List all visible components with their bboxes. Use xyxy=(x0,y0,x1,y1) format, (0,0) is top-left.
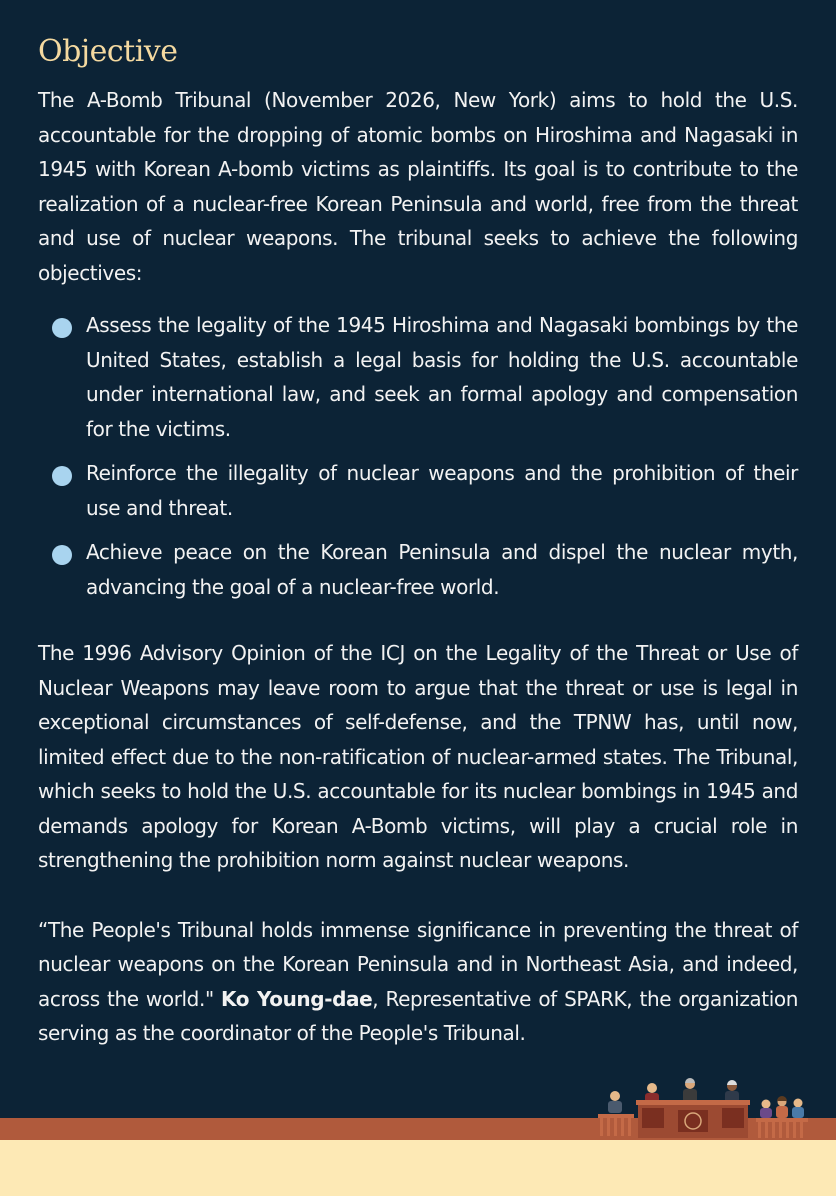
page-title: Objective xyxy=(38,34,178,69)
bullet-icon xyxy=(52,545,72,565)
intro-paragraph: The A-Bomb Tribunal (November 2026, New York) aims to hold the U.S. accountable for the dropping of atomic bombs on Hiroshima and Nagasaki in 1945 with Korean A-bomb victims as plaintiffs. Its goal is to contribute to the realization of a nuclear-free Korean Peninsula and world, free from the threat and use of nuclear weapons. The tribunal seeks to achieve the following objectives: xyxy=(38,88,798,285)
objectives-list xyxy=(38,308,798,604)
quote-author: Ko Young-dae xyxy=(221,986,373,1011)
objective-text: Reinforce the illegality of nuclear weapons and the prohibition of their use and threat. xyxy=(86,461,798,520)
objective-text: Assess the legality of the 1945 Hiroshima and Nagasaki bombings by the United States, establish a legal basis for holding the U.S. accountable under international law, and seek an formal apology and compensation for the victims. xyxy=(86,313,798,441)
bullet-icon xyxy=(52,318,72,338)
list-item xyxy=(38,308,798,446)
list-item xyxy=(38,535,798,604)
quote-attribution: , Representative of SPARK, the organization serving as the coordinator of the People's Tribunal. xyxy=(38,986,798,1045)
footer-band xyxy=(0,1140,836,1196)
bullet-icon xyxy=(52,466,72,486)
quote-paragraph xyxy=(38,913,798,1051)
list-item xyxy=(38,456,798,525)
courtroom-illustration-icon xyxy=(590,1070,820,1142)
quote-text: “The People's Tribunal holds immense significance in preventing the threat of nuclear weapons on the Korean Peninsula and in Northeast Asia, and indeed, across the world." xyxy=(38,917,798,1011)
icj-paragraph: The 1996 Advisory Opinion of the ICJ on the Legality of the Threat or Use of Nuclear Weapons may leave room to argue that the threat or use is legal in exceptional circumstances of self-defense, and the TPNW has, until now, limited effect due to the non-ratification of nuclear-armed states. The Tribunal, which seeks to hold the U.S. accountable for its nuclear bombings in 1945 and demands apology for Korean A-Bomb victims, will play a crucial role in strengthening the prohibition norm against nuclear weapons. xyxy=(38,641,798,872)
main-content xyxy=(38,34,798,1051)
objective-text: Achieve peace on the Korean Peninsula and dispel the nuclear myth, advancing the goal of a nuclear-free world. xyxy=(86,540,798,599)
